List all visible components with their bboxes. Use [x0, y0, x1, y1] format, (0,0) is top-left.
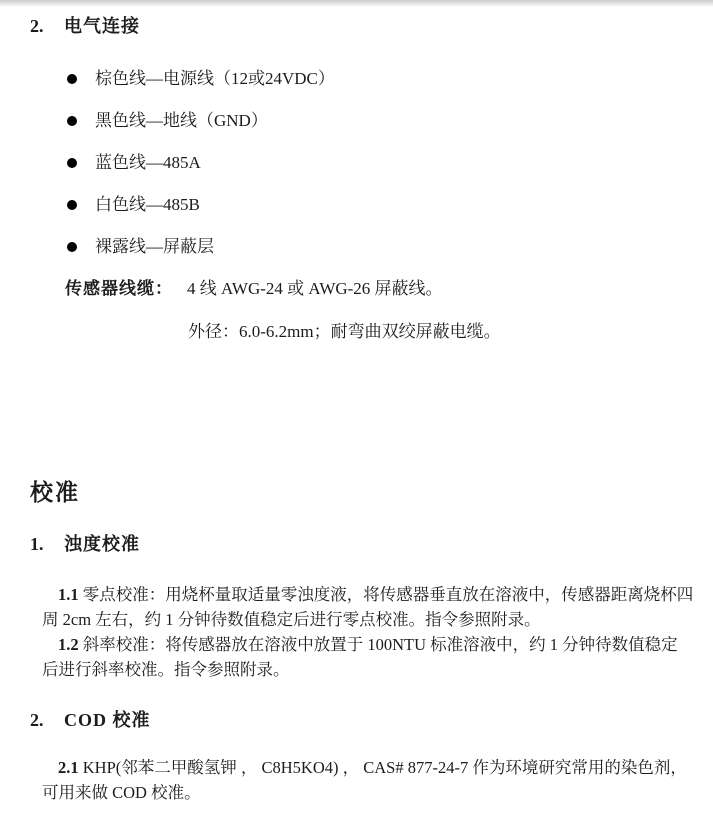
- section-title: 浊度校准: [64, 534, 140, 554]
- paragraph-number: 2.1: [58, 758, 79, 777]
- section-number: 2.: [30, 710, 44, 730]
- zero-point-calibration-paragraph: [42, 582, 694, 632]
- bullet-text: 白色线—485B: [95, 195, 200, 214]
- bullet-icon: [67, 116, 77, 126]
- sensor-cable-label: 传感器线缆：: [65, 279, 173, 298]
- bullet-text: 黑色线—地线（GND）: [95, 111, 268, 130]
- slope-calibration-paragraph: [42, 632, 694, 682]
- paragraph-text: 零点校准：用烧杯量取适量零浊度液，将传感器垂直放在溶液中，传感器距离烧杯四周 2cm 左右，约 1 分钟待数值稳定后进行零点校准。指令参照附录。: [42, 585, 694, 629]
- bullet-item-brown-wire: [67, 68, 713, 89]
- bullet-item-blue-wire: [67, 152, 713, 173]
- section-number: 2.: [30, 16, 44, 36]
- sensor-cable-outer-diameter: 外径：6.0-6.2mm；耐弯曲双绞屏蔽电缆。: [188, 322, 501, 341]
- bullet-icon: [67, 242, 77, 252]
- paragraph-text: KHP(邻苯二甲酸氢钾 ， C8H5KO4) ， CAS# 877-24-7 作为环境研究常用的染色剂，可用来做 COD 校准。: [42, 758, 687, 802]
- sensor-cable-spec-text: 4 线 AWG-24 或 AWG-26 屏蔽线。: [187, 279, 443, 298]
- paragraph-number: 1.1: [58, 585, 79, 604]
- bullet-text: 棕色线—电源线（12或24VDC）: [95, 69, 335, 88]
- section-number: 1.: [30, 534, 44, 554]
- wire-bullet-list: [0, 68, 713, 257]
- section-title: 电气连接: [64, 16, 140, 36]
- bullet-icon: [67, 158, 77, 168]
- paragraph-text: 斜率校准：将传感器放在溶液中放置于 100NTU 标准溶液中，约 1 分钟待数值稳定后进行斜率校准。指令参照附录。: [42, 635, 678, 679]
- khp-paragraph: [42, 755, 694, 805]
- turbidity-calibration-heading: [0, 533, 713, 555]
- section-title: COD 校准: [64, 710, 151, 730]
- turbidity-calibration-paragraphs: [42, 582, 694, 682]
- bullet-item-bare-wire: [67, 236, 713, 257]
- page-edge-shadow: [0, 0, 713, 7]
- bullet-icon: [67, 74, 77, 84]
- bullet-text: 蓝色线—485A: [95, 153, 201, 172]
- sensor-cable-spec: [0, 278, 713, 299]
- paragraph-number: 1.2: [58, 635, 79, 654]
- cod-calibration-heading: [0, 709, 713, 731]
- bullet-item-white-wire: [67, 194, 713, 215]
- bullet-item-black-wire: [67, 110, 713, 131]
- bullet-text: 裸露线—屏蔽层: [95, 237, 214, 256]
- calibration-title: 校准: [30, 480, 80, 505]
- bullet-icon: [67, 200, 77, 210]
- cod-calibration-paragraphs: [42, 755, 694, 805]
- electrical-section-heading: [0, 15, 713, 38]
